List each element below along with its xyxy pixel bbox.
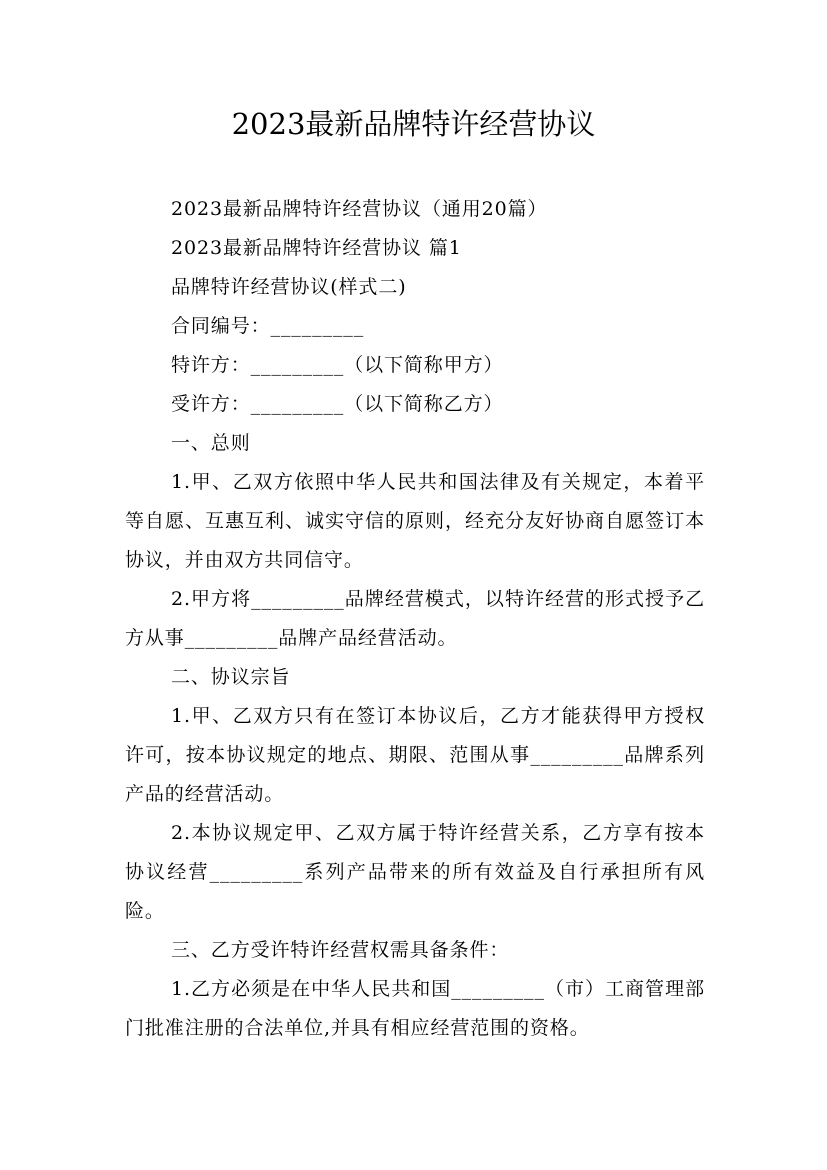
clause-paragraph: 2.甲方将_________品牌经营模式，以特许经营的形式授予乙方从事_________品牌产品经营活动。 xyxy=(125,588,705,649)
franchisor-field: 特许方：_________（以下简称甲方） xyxy=(171,354,504,376)
section-heading: 2023最新品牌特许经营协议 篇1 xyxy=(171,237,462,259)
agreement-name: 品牌特许经营协议(样式二) xyxy=(171,276,407,298)
clause-paragraph: 1.乙方必须是在中华人民共和国_________（市）工商管理部门批准注册的合法单位,并具有相应经营范围的资格。 xyxy=(125,978,705,1039)
contract-number-field: 合同编号：_________ xyxy=(171,315,365,337)
chapter-heading-general: 一、总则 xyxy=(171,432,251,454)
document-title: 2023最新品牌特许经营协议 xyxy=(231,107,596,141)
clause-paragraph: 1.甲、乙双方只有在签订本协议后，乙方才能获得甲方授权许可，按本协议规定的地点、期限、范围从事_________品牌系列产品的经营活动。 xyxy=(125,705,705,805)
document-body xyxy=(125,190,705,1048)
clause-paragraph: 1.甲、乙双方依照中华人民共和国法律及有关规定，本着平等自愿、互惠互利、诚实守信的原则，经充分友好协商自愿签订本协议，并由双方共同信守。 xyxy=(125,471,705,571)
franchisee-field: 受许方：_________（以下简称乙方） xyxy=(171,393,504,415)
subtitle-paragraph: 2023最新品牌特许经营协议（通用20篇） xyxy=(171,198,548,220)
clause-paragraph: 2.本协议规定甲、乙双方属于特许经营关系，乙方享有按本协议经营_________系列产品带来的所有效益及自行承担所有风险。 xyxy=(125,822,705,922)
chapter-heading-conditions: 三、乙方受许特许经营权需具备条件： xyxy=(171,939,510,961)
chapter-heading-purpose: 二、协议宗旨 xyxy=(171,666,291,688)
